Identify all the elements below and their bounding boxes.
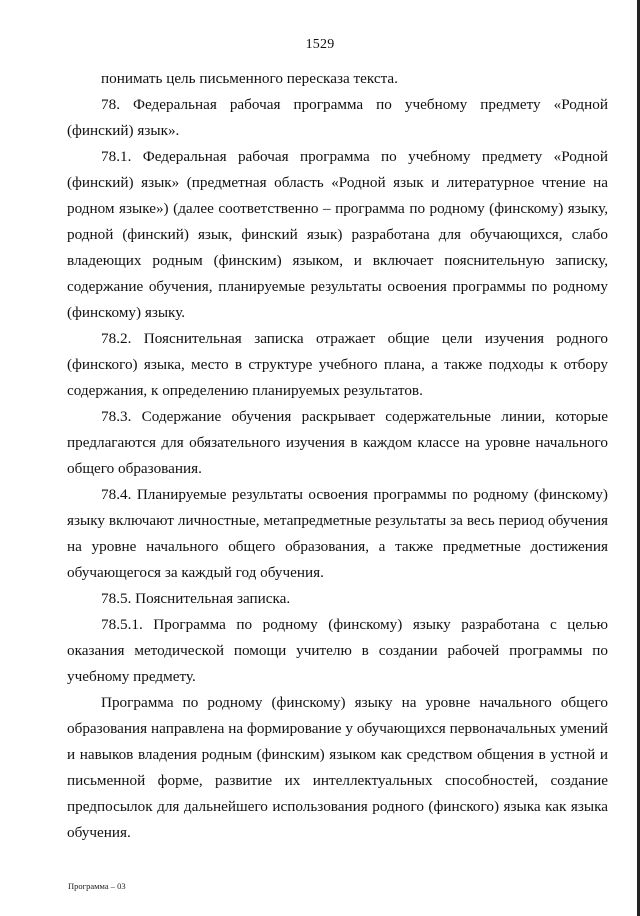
paragraph-78-2: 78.2. Пояснительная записка отражает общие цели изучения родного (финского) языка, место в структуре учебного плана, а также подходы к отбору содержания, к определению планируемых результатов. (67, 330, 608, 399)
paragraph-78-4: 78.4. Планируемые результаты освоения программы по родному (финскому) языку включают личностные, метапредметные результаты за весь период обучения на уровне начального общего образования, а также предметные достижения обучающегося за каждый год обучения. (67, 486, 608, 581)
page-number: 1529 (305, 37, 335, 52)
paragraph-78-1: 78.1. Федеральная рабочая программа по учебному предмету «Родной (финский) язык» (предметная область «Родной язык и литературное чтение на родном языке») (далее соответственно – программа по родному (финскому) языку, родной (финский) язык, финский язык) разработана для обучающихся, слабо владеющих родным (финским) языком, и включает пояснительную записку, содержание обучения, планируемые результаты освоения программы по родному (финскому) языку. (67, 148, 608, 321)
paragraph-78-5-1: 78.5.1. Программа по родному (финскому) языку разработана с целью оказания методической помощи учителю в создании рабочей программы по учебному предмету. (67, 616, 608, 685)
document-body (67, 66, 608, 846)
paragraph-78-5: 78.5. Пояснительная записка. (101, 590, 291, 607)
paragraph-program-goal: Программа по родному (финскому) языку на уровне начального общего образования направлена на формирование у обучающихся первоначальных умений и навыков владения родным (финским) языком как средством общения в устной и письменной форме, развитие их интеллектуальных способностей, создание предпосылок для дальнейшего использования родного (финского) языка как языка обучения. (67, 694, 608, 841)
paragraph-78: 78. Федеральная рабочая программа по учебному предмету «Родной (финский) язык». (67, 96, 608, 139)
paragraph-continuation: понимать цель письменного пересказа текста. (101, 70, 398, 87)
paragraph-78-3: 78.3. Содержание обучения раскрывает содержательные линии, которые предлагаются для обязательного изучения в каждом классе на уровне начального общего образования. (67, 408, 608, 477)
footer-label: Программа – 03 (68, 881, 126, 891)
